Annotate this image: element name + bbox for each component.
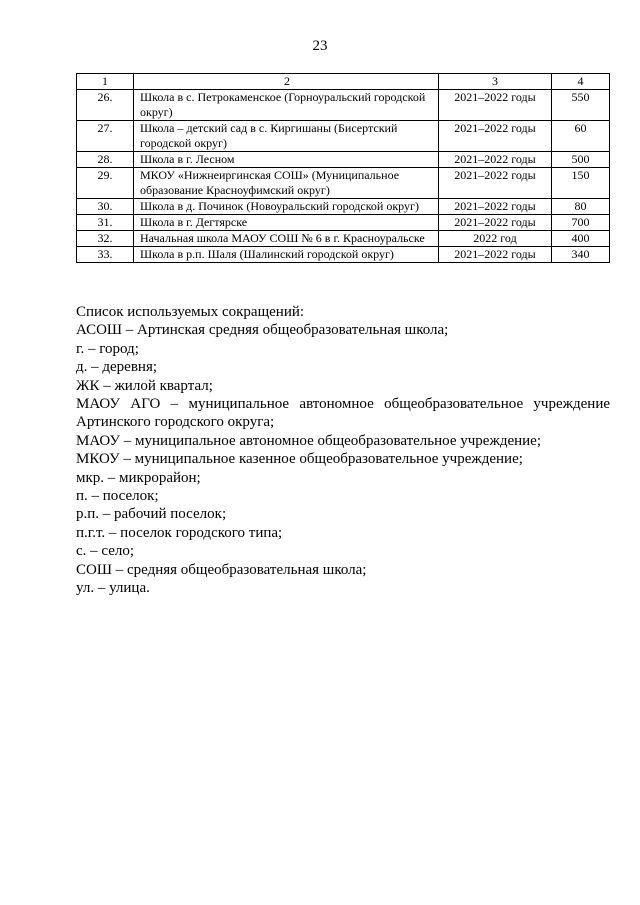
abbreviation-item: п.г.т. – поселок городского типа;: [76, 524, 283, 541]
abbreviation-item: мкр. – микрорайон;: [76, 469, 201, 486]
table-row: [77, 90, 610, 121]
table-row: [77, 215, 610, 231]
row-number: 33.: [77, 247, 134, 263]
header-cell: 3: [439, 74, 552, 90]
abbreviation-item: СОШ – средняя общеобразовательная школа;: [76, 561, 367, 578]
abbreviation-item: р.п. – рабочий поселок;: [76, 506, 227, 523]
schools-table: [76, 73, 610, 263]
period: 2021–2022 годы: [439, 90, 552, 121]
school-name: Школа в д. Починок (Новоуральский городской округ): [134, 199, 439, 215]
table-row: [77, 152, 610, 168]
period: 2021–2022 годы: [439, 152, 552, 168]
capacity: 550: [552, 90, 610, 121]
abbreviation-item: д. – деревня;: [76, 359, 158, 376]
period: 2021–2022 годы: [439, 247, 552, 263]
header-cell: 1: [77, 74, 134, 90]
period: 2021–2022 годы: [439, 215, 552, 231]
school-name: Школа в р.п. Шаля (Шалинский городской округ): [134, 247, 439, 263]
period: 2022 год: [439, 231, 552, 247]
capacity: 700: [552, 215, 610, 231]
period: 2021–2022 годы: [439, 121, 552, 152]
period: 2021–2022 годы: [439, 199, 552, 215]
row-number: 28.: [77, 152, 134, 168]
school-name: МКОУ «Нижнеиргинская СОШ» (Муниципальное образование Красноуфимский округ): [134, 168, 439, 199]
abbreviation-item: АСОШ – Артинская средняя общеобразовательная школа;: [76, 322, 449, 339]
abbreviation-item: г. – город;: [76, 340, 139, 357]
capacity: 80: [552, 199, 610, 215]
row-number: 26.: [77, 90, 134, 121]
capacity: 500: [552, 152, 610, 168]
header-cell: 4: [552, 74, 610, 90]
table-row: [77, 121, 610, 152]
abbreviation-item: МАОУ АГО – муниципальное автономное общеобразовательное учреждение Артинского городского округа;: [76, 396, 610, 431]
row-number: 27.: [77, 121, 134, 152]
table-row: [77, 247, 610, 263]
abbreviation-item: ЖК – жилой квартал;: [76, 377, 213, 394]
school-name: Начальная школа МАОУ СОШ № 6 в г. Красноуральске: [134, 231, 439, 247]
capacity: 400: [552, 231, 610, 247]
table-header-row: [77, 74, 610, 90]
school-name: Школа – детский сад в с. Киргишаны (Бисертский городской округ): [134, 121, 439, 152]
abbreviation-item: МКОУ – муниципальное казенное общеобразовательное учреждение;: [76, 451, 523, 468]
abbreviations-section: [76, 303, 610, 598]
header-cell: 2: [134, 74, 439, 90]
abbreviation-item: п. – поселок;: [76, 488, 159, 505]
table-row: [77, 199, 610, 215]
capacity: 60: [552, 121, 610, 152]
row-number: 31.: [77, 215, 134, 231]
school-name: Школа в г. Дегтярске: [134, 215, 439, 231]
row-number: 29.: [77, 168, 134, 199]
row-number: 32.: [77, 231, 134, 247]
table-row: [77, 168, 610, 199]
capacity: 150: [552, 168, 610, 199]
abbreviations-title: Список используемых сокращений:: [76, 304, 305, 320]
abbreviation-item: МАОУ – муниципальное автономное общеобразовательное учреждение;: [76, 432, 541, 449]
abbreviation-item: с. – село;: [76, 543, 135, 560]
abbreviation-item: ул. – улица.: [76, 580, 150, 597]
school-name: Школа в г. Лесном: [134, 152, 439, 168]
capacity: 340: [552, 247, 610, 263]
table-row: [77, 231, 610, 247]
row-number: 30.: [77, 199, 134, 215]
page-number: 23: [312, 38, 328, 54]
school-name: Школа в с. Петрокаменское (Горноуральский городской округ): [134, 90, 439, 121]
period: 2021–2022 годы: [439, 168, 552, 199]
